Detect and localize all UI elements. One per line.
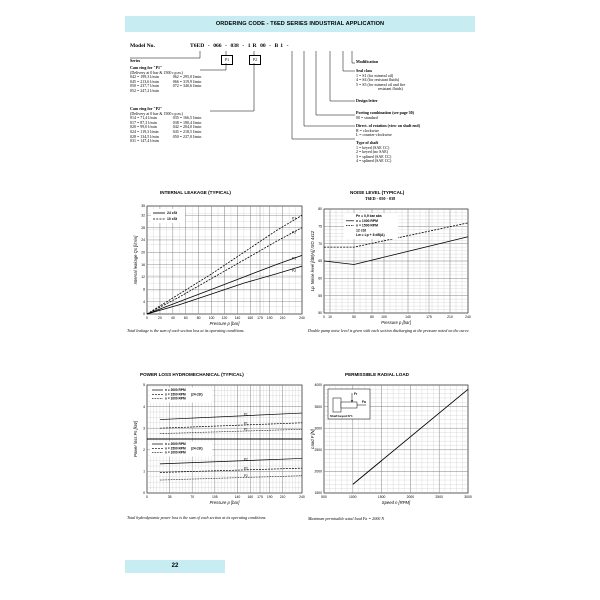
rotation-item: R = clockwise xyxy=(356,127,379,133)
y-axis-label: Internal leakage Qs [l/min] xyxy=(133,235,138,285)
cam-p1-item: 066 = 319,9 l/min xyxy=(172,78,202,84)
x-tick-label: 0 xyxy=(146,495,148,499)
y-tick-label: 3000 xyxy=(314,426,322,431)
y-axis-label: Power loss Ps [kW] xyxy=(133,420,138,458)
series-label: Series xyxy=(130,58,141,63)
x-tick-label: 20 xyxy=(158,316,162,320)
series-label: P1 xyxy=(292,256,297,261)
cam-p2-title: Cam ring for "P2" xyxy=(130,106,163,111)
cam-p2-item: 028 = 134,5 l/min xyxy=(130,133,159,139)
x-tick-label: 2500 xyxy=(435,495,443,499)
model-code-part: - xyxy=(242,43,245,49)
cam-p2-item: 020 = 99,0 l/min xyxy=(130,124,157,130)
legend-label: 12 cSt xyxy=(356,228,366,233)
cam-p2-item: 042 = 204,0 l/min xyxy=(172,124,202,130)
x-tick-label: 120 xyxy=(221,316,228,320)
y-tick-label: 2000 xyxy=(314,469,322,474)
seal-class xyxy=(356,69,405,92)
chart-power-caption: Total hydrodynamic power loss is the sum of each section at its operating conditions. xyxy=(127,515,267,520)
seal-item: 4 = S4 (for resistant fluids) xyxy=(356,77,400,83)
y-tick-label: 16 xyxy=(141,262,145,267)
x-tick-label: 140 xyxy=(234,495,241,499)
page-footer xyxy=(125,560,225,573)
seal-item: 5 = S5 (for mineral oil and fire xyxy=(356,81,406,87)
x-tick-label: 40 xyxy=(170,316,175,320)
y-tick-label: 24 xyxy=(141,238,145,243)
legend-label: 24 cSt xyxy=(167,211,177,216)
legend-label: Lw = Lp + 8 dB(A) xyxy=(356,233,385,238)
series-label: P2 xyxy=(292,269,297,274)
chart-leakage-caption: Total leakage is the sum of each section loss at its operating conditions. xyxy=(127,328,245,333)
ordering-right-labels xyxy=(356,60,378,65)
x-tick-label: 160 xyxy=(247,495,254,499)
y-tick-label: 2 xyxy=(143,448,145,452)
legend-label: n = 1000 RPM xyxy=(356,218,378,223)
y-tick-label: 2500 xyxy=(314,448,322,452)
shaft-icon xyxy=(341,402,357,408)
legend-label: n = 1500 RPM xyxy=(165,392,186,397)
chart-power-loss xyxy=(125,381,310,516)
series-label: P2 xyxy=(243,457,248,462)
x-tick-label: 500 xyxy=(321,495,327,499)
series-label: P2 xyxy=(292,230,297,235)
shaft-title: Type of shaft xyxy=(356,140,379,145)
model-code-part: 038 xyxy=(230,43,239,49)
shaft-item: 4 = splined (SAE CC) xyxy=(356,158,392,164)
x-tick-label: 160 xyxy=(247,316,254,320)
x-tick-label: 3000 xyxy=(464,495,472,499)
model-code-part: - xyxy=(207,43,210,49)
legend-label: Pe = 0,9 bar abs xyxy=(356,214,382,218)
y-tick-label: 0 xyxy=(143,491,145,496)
cam-p2-item: 017 = 87,3 l/min xyxy=(130,119,157,125)
legend-label: n = 1500 RPM xyxy=(356,223,378,228)
x-axis-label: Pressure p [bar] xyxy=(209,500,240,505)
y-axis-label: Load F [N] xyxy=(310,429,315,449)
shaft-body-icon xyxy=(333,398,341,412)
model-code-part: - xyxy=(269,43,272,49)
cam-p1-item: 042 = 199,3 l/min xyxy=(130,74,159,80)
chart-radial-load xyxy=(304,381,476,516)
x-tick-label: 210 xyxy=(447,315,453,319)
cam-p2-item: 031 = 147,4 l/min xyxy=(130,138,159,144)
modification-label: Modification xyxy=(356,59,378,64)
model-code-part: T6ED xyxy=(190,43,205,49)
cam-p1-item: 045 = 213,6 l/min xyxy=(130,78,159,84)
model-code-part: R xyxy=(252,43,257,49)
x-tick-label: 2000 xyxy=(406,495,415,499)
legend-label: (24 cSt) xyxy=(191,392,203,397)
chart-radial-caption: Maximum permissible axial load Fa = 2000 N xyxy=(308,516,385,521)
page-number: 22 xyxy=(171,563,179,569)
legend-label: n = 1500 RPM xyxy=(165,446,186,451)
shaft-item: 1 = keyed (SAE CC) xyxy=(356,144,390,150)
x-axis-label: Pressure p [bar] xyxy=(209,321,240,326)
cam-p2-item: 045 = 218,5 l/min xyxy=(172,128,202,134)
y-tick-label: 5 xyxy=(143,383,145,388)
legend-label: (24 cSt) xyxy=(191,446,203,451)
y-tick-label: 0 xyxy=(143,312,145,317)
x-tick-label: 210 xyxy=(279,495,286,499)
chart-internal-leakage xyxy=(125,200,310,328)
y-tick-label: 8 xyxy=(143,287,145,292)
model-code-part: B xyxy=(274,43,279,49)
y-axis-label: Lp. Noise level [dB(A)] ISO 4412 xyxy=(310,230,315,292)
cam-p1-item: 052 = 247,2 l/min xyxy=(130,87,159,93)
p1-box: P1 xyxy=(221,55,233,65)
x-tick-label: 100 xyxy=(208,316,215,320)
y-tick-label: 75 xyxy=(318,224,322,229)
seal-item: resistant fluids) xyxy=(378,86,403,92)
y-tick-label: 20 xyxy=(141,250,145,255)
x-tick-label: 190 xyxy=(266,495,273,499)
y-tick-label: 28 xyxy=(141,225,145,230)
seal-item: 1 = S1 (for mineral oil) xyxy=(356,72,394,78)
y-tick-label: 4 xyxy=(143,299,145,304)
x-tick-label: 210 xyxy=(279,316,286,320)
inset-label: Shaft keyed N°1 xyxy=(330,414,353,418)
y-tick-label: 4000 xyxy=(314,383,322,388)
y-tick-label: 1 xyxy=(143,469,145,474)
porting-title: Porting combination (see page 30) xyxy=(356,110,414,115)
x-tick-label: 240 xyxy=(299,316,305,320)
model-code-part: 1 xyxy=(247,43,251,49)
x-tick-label: 10 xyxy=(328,315,332,319)
y-tick-label: 55 xyxy=(318,293,322,298)
series-label: P1 xyxy=(292,216,297,221)
x-tick-label: 80 xyxy=(370,315,374,319)
x-tick-label: 1000 xyxy=(349,495,357,499)
x-tick-label: 240 xyxy=(465,315,471,319)
x-tick-label: 100 xyxy=(381,315,387,319)
y-tick-label: 1500 xyxy=(314,491,322,496)
cam-p2-item: 024 = 119,3 l/min xyxy=(130,128,159,134)
series-label: P1 xyxy=(243,412,248,417)
chart-leakage-title: INTERNAL LEAKAGE (TYPICAL) xyxy=(160,190,231,195)
x-tick-label: 140 xyxy=(405,315,411,319)
x-tick-label: 70 xyxy=(190,495,195,499)
legend-label: 10 cSt xyxy=(167,217,177,222)
x-tick-label: 175 xyxy=(257,316,263,320)
legend-label: n = 1000 RPM xyxy=(165,396,186,401)
chart-noise-level xyxy=(304,203,476,328)
chart-radial-title: PERMISSIBLE RADIAL LOAD xyxy=(345,372,409,377)
x-tick-label: 240 xyxy=(299,495,305,499)
y-tick-label: 50 xyxy=(318,311,322,316)
cam-p2-item: 050 = 237,0 l/min xyxy=(172,133,202,139)
y-tick-label: 3500 xyxy=(314,404,322,409)
series-label: P2 xyxy=(243,474,248,479)
chart-power-title: POWER LOSS HYDROMECHANICAL (TYPICAL) xyxy=(140,372,244,377)
x-tick-label: 35 xyxy=(167,495,172,499)
y-tick-label: 32 xyxy=(141,213,145,218)
rotation-title: Direct. of rotation (view on shaft end) xyxy=(356,123,420,128)
series-label: P1 xyxy=(243,427,248,432)
porting-combination xyxy=(356,111,414,120)
inset-label: Fr xyxy=(354,392,358,396)
x-tick-label: 175 xyxy=(257,495,263,499)
y-tick-label: 35 xyxy=(141,204,145,209)
cam-p2-item: 014 = 71,4 l/min xyxy=(130,115,157,121)
rotation-direction xyxy=(356,124,420,138)
cam-p1-item: 062 = 295,0 l/min xyxy=(172,74,202,80)
cam-p1-subtitle: (Delivery at 0 bar & 1500 r.p.m.) xyxy=(130,69,183,75)
model-label: Model No. xyxy=(130,43,155,49)
cam-p1-title: Cam ring for "P1" xyxy=(130,65,163,70)
legend-label: n = 1000 RPM xyxy=(165,450,186,455)
y-tick-label: 4 xyxy=(143,404,145,409)
shaft-item: 3 = splined (SAE CC) xyxy=(356,153,392,159)
x-axis-label: Pressure p [bar] xyxy=(381,320,411,325)
rotation-item: L = counter-clockwise xyxy=(356,132,392,138)
ordering-leader-lines xyxy=(0,0,600,200)
shaft-type xyxy=(356,141,391,164)
series-label: P2 xyxy=(243,466,248,471)
x-tick-label: 60 xyxy=(183,316,188,320)
chart-noise-caption: Double pump noise level is given with each section discharging at the pressure noted on the curve. xyxy=(308,328,470,333)
x-tick-label: 0 xyxy=(146,316,148,320)
seal-title: Seal class xyxy=(356,68,373,73)
y-tick-label: 12 xyxy=(141,275,145,280)
y-tick-label: 80 xyxy=(318,207,322,212)
x-tick-label: 190 xyxy=(266,316,273,320)
cam-p2-subtitle: (Delivery at 0 bar & 1500 r.p.m.) xyxy=(130,110,183,116)
x-tick-label: 105 xyxy=(211,495,218,499)
cam-p1-item: 050 = 237,7 l/min xyxy=(130,83,159,89)
model-code-part: 066 xyxy=(213,43,222,49)
inset-label: Fa xyxy=(362,400,366,404)
cam-p2-item: 035 = 166,5 l/min xyxy=(172,115,202,121)
cam-p1-item: 072 = 340,6 l/min xyxy=(172,83,202,89)
shaft-item: 2 = keyed (no SAE) xyxy=(356,149,389,155)
model-code-part: - xyxy=(286,43,289,49)
design-letter-label: Design letter xyxy=(356,98,378,103)
page-title: ORDERING CODE - T6ED SERIES INDUSTRIAL APPLICATION xyxy=(215,21,385,27)
x-tick-label: 0 xyxy=(323,315,325,319)
legend-label: n = 2000 RPM xyxy=(165,388,186,392)
porting-item: 00 = standard xyxy=(356,114,378,120)
p2-box: P2 xyxy=(249,55,261,65)
y-tick-label: 70 xyxy=(318,241,322,246)
model-code-part: - xyxy=(225,43,227,49)
x-tick-label: 50 xyxy=(352,315,356,319)
x-tick-label: 175 xyxy=(426,315,432,319)
model-code-part: 00 xyxy=(260,43,266,49)
chart-noise-subtitle: T6ED - 050 - 038 xyxy=(365,196,396,201)
x-tick-label: 80 xyxy=(196,316,201,320)
x-axis-label: Speed n [RPM] xyxy=(381,500,411,505)
series-label: P1 xyxy=(243,421,248,426)
y-tick-label: 65 xyxy=(318,259,322,264)
y-tick-label: 3 xyxy=(143,426,145,431)
legend-label: n = 2000 RPM xyxy=(165,442,186,446)
model-code-part: 1 xyxy=(280,43,284,49)
cam-p2-item: 038 = 180,4 l/min xyxy=(172,119,202,125)
y-tick-label: 60 xyxy=(318,276,322,281)
x-tick-label: 140 xyxy=(234,316,241,320)
x-tick-label: 1500 xyxy=(377,495,386,499)
chart-noise-title: NOISE LEVEL (TYPICAL) xyxy=(350,190,405,195)
